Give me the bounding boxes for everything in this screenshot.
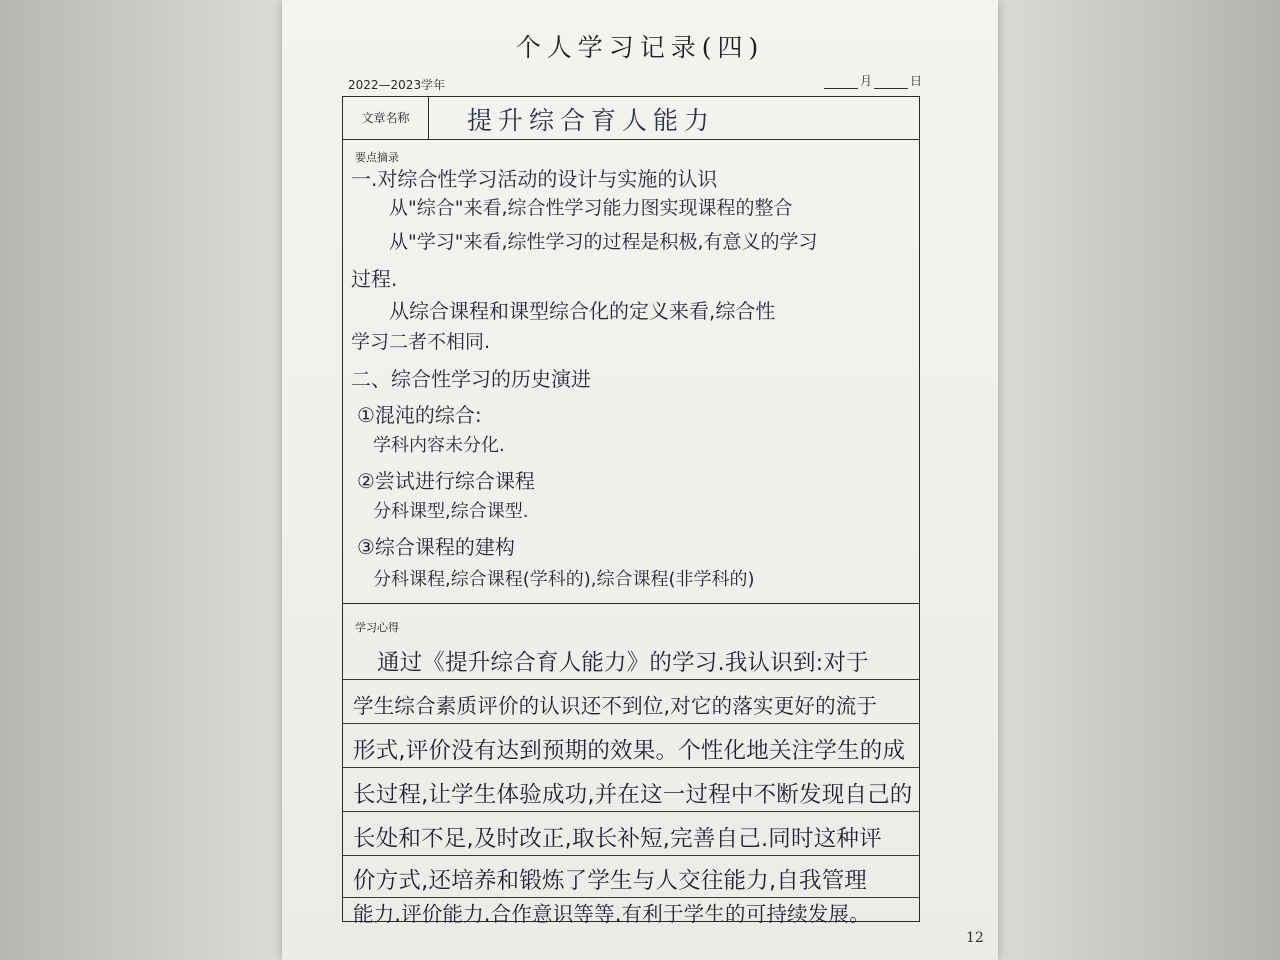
ruled-line <box>343 855 919 856</box>
section-divider <box>343 603 919 604</box>
summary-line: 学习二者不相同. <box>351 331 491 353</box>
ruled-line <box>343 811 919 812</box>
summary-line: ①混沌的综合: <box>357 403 482 427</box>
summary-line: 一.对综合性学习活动的设计与实施的认识 <box>351 167 718 191</box>
page-number: 12 <box>966 930 984 946</box>
record-form <box>342 96 920 926</box>
summary-line: 分科课型,综合课型. <box>373 501 529 522</box>
article-row <box>343 97 919 140</box>
reflection-line: 长处和不足,及时改正,取长补短,完善自己.同时这种评 <box>353 826 882 852</box>
reflection-label: 学习心得 <box>355 621 399 634</box>
summary-line: ②尝试进行综合课程 <box>357 469 535 493</box>
summary-line: 学科内容未分化. <box>373 435 505 456</box>
summary-line: 二、综合性学习的历史演进 <box>351 367 591 391</box>
article-title: 提升综合育人能力 <box>467 106 716 135</box>
reflection-line: 通过《提升综合育人能力》的学习.我认识到:对于 <box>377 650 869 676</box>
day-blank <box>874 74 908 89</box>
ruled-line <box>343 723 919 724</box>
summary-line: 从"学习"来看,综性学习的过程是积极,有意义的学习 <box>389 231 818 253</box>
ruled-line <box>343 679 919 680</box>
reflection-line: 学生综合素质评价的认识还不到位,对它的落实更好的流于 <box>353 694 878 718</box>
summary-line: 从综合课程和课型综合化的定义来看,综合性 <box>389 299 776 323</box>
reflection-line: 能力.评价能力.合作意识等等.有利于学生的可持续发展。 <box>353 902 870 926</box>
reflection-line: 价方式,还培养和锻炼了学生与人交往能力,自我管理 <box>353 868 868 894</box>
page-title: 个人学习记录(四) <box>515 33 765 62</box>
background-left <box>0 0 282 960</box>
document-page <box>282 0 998 960</box>
reflection-line: 长过程,让学生体验成功,并在这一过程中不断发现自己的 <box>353 782 913 808</box>
date-field <box>822 72 922 89</box>
month-blank <box>824 74 858 89</box>
month-label: 月 <box>860 74 873 88</box>
summary-line: 分科课程,综合课程(学科的),综合课程(非学科的) <box>373 569 755 590</box>
reflection-line: 形式,评价没有达到预期的效果。个性化地关注学生的成 <box>353 738 906 764</box>
summary-line: 过程. <box>351 267 398 291</box>
background-right <box>998 0 1280 960</box>
ruled-line <box>343 767 919 768</box>
summary-line: ③综合课程的建构 <box>357 535 515 559</box>
article-label: 文章名称 <box>343 97 429 139</box>
summary-label: 要点摘录 <box>355 151 399 164</box>
day-label: 日 <box>910 74 923 88</box>
summary-line: 从"综合"来看,综合性学习能力图实现课程的整合 <box>389 197 793 219</box>
school-year: 2022—2023学年 <box>348 78 446 92</box>
